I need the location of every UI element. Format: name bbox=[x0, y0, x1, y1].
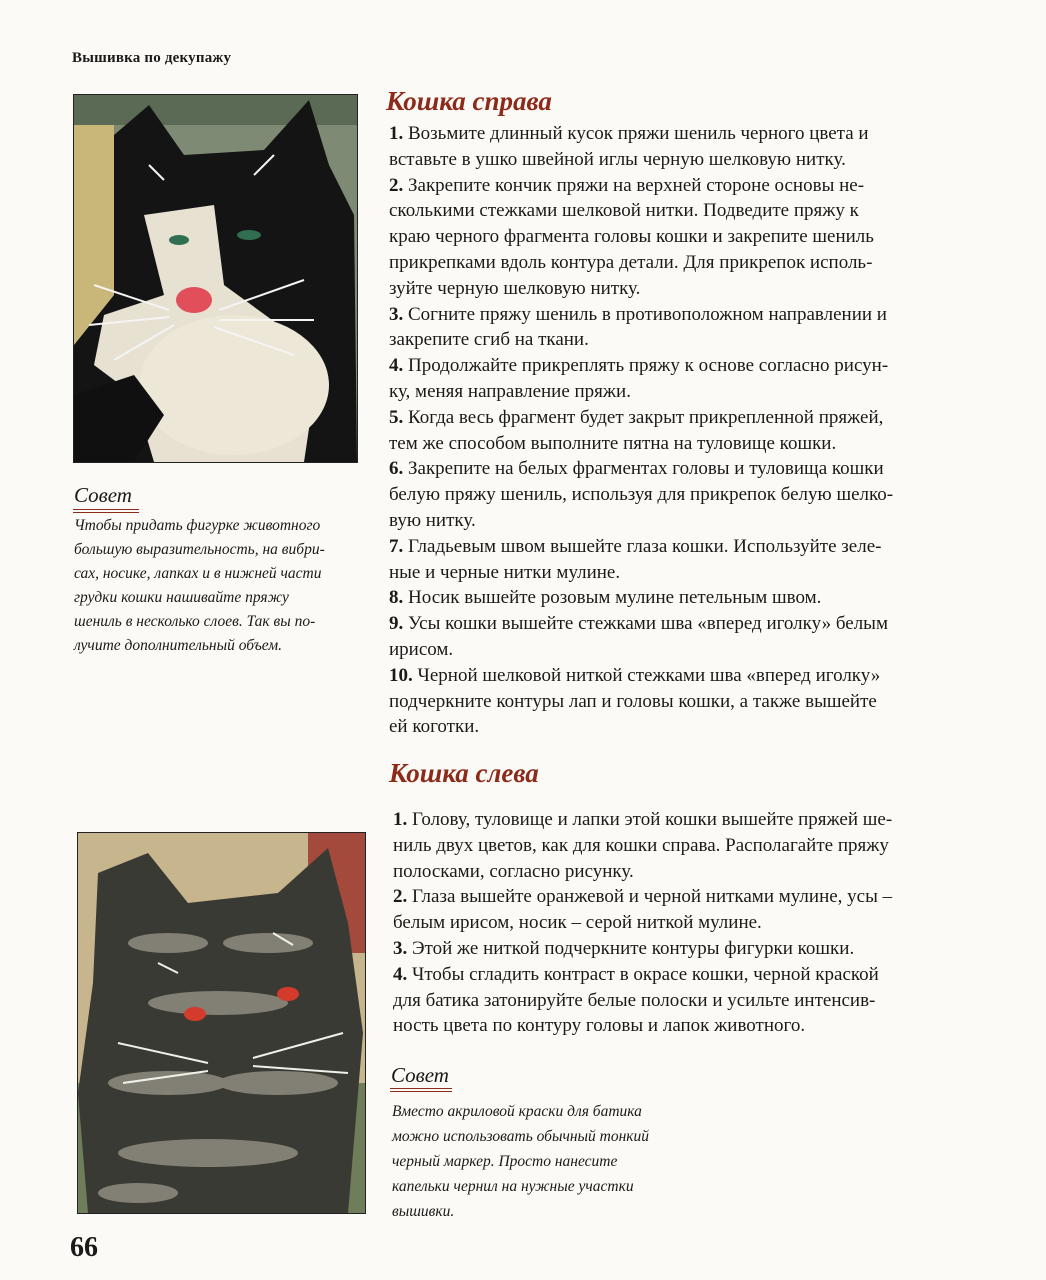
tip-line: грудки кошки нашивайте пряжу bbox=[74, 589, 289, 606]
step-line bbox=[389, 353, 893, 379]
tip-line: большую выразительность, на вибри- bbox=[74, 541, 325, 558]
step-text: закрепите сгиб на ткани. bbox=[389, 329, 589, 351]
step-text: белым ирисом, носик – серой ниткой мулине. bbox=[393, 912, 762, 934]
step-item bbox=[389, 121, 893, 173]
step-text: Усы кошки вышейте стежками шва «вперед иголку» белым bbox=[408, 613, 888, 635]
step-item bbox=[389, 611, 893, 663]
step-text: сколькими стежками шелковой нитки. Подведите пряжу к bbox=[389, 200, 859, 222]
tip-underline-right bbox=[73, 509, 139, 513]
tip-line: вышивки. bbox=[392, 1203, 455, 1220]
step-line bbox=[393, 1013, 892, 1039]
steps-right-cat bbox=[389, 121, 893, 740]
step-text: Возьмите длинный кусок пряжи шениль черного цвета и bbox=[408, 123, 869, 144]
step-text: Закрепите на белых фрагментах головы и туловища кошки bbox=[408, 458, 884, 480]
step-number: 3. bbox=[389, 303, 404, 325]
step-text: вставьте в ушко швейной иглы черную шелковую нитку. bbox=[389, 148, 846, 170]
step-line bbox=[389, 431, 893, 457]
tip-line: можно использовать обычный тонкий bbox=[392, 1128, 650, 1145]
step-number: 9. bbox=[389, 613, 404, 635]
step-text: Когда весь фрагмент будет закрыт прикрепленной пряжей, bbox=[408, 406, 884, 428]
step-line bbox=[389, 534, 893, 560]
step-number: 8. bbox=[389, 587, 404, 609]
step-text: Закрепите кончик пряжи на верхней стороне основы не- bbox=[408, 174, 865, 196]
tip-line: Чтобы придать фигурке животного bbox=[74, 517, 321, 534]
step-text: вую нитку. bbox=[389, 509, 476, 531]
step-text: ниль двух цветов, как для кошки справа. Располагайте пряжу bbox=[393, 834, 889, 856]
step-text: зуйте черную шелковую нитку. bbox=[389, 277, 641, 299]
step-line bbox=[389, 560, 893, 586]
step-text: ные и черные нитки мулине. bbox=[389, 561, 621, 583]
step-text: ку, меняя направление пряжи. bbox=[389, 380, 631, 402]
step-text: для батика затонируйте белые полоски и усильте интенсив- bbox=[393, 989, 876, 1011]
page-number: 66 bbox=[70, 1232, 98, 1263]
step-item bbox=[393, 807, 892, 884]
step-text: тем же способом выполните пятна на туловище кошки. bbox=[389, 432, 837, 454]
tabby-cat-photo bbox=[77, 832, 366, 1214]
step-line bbox=[393, 988, 892, 1014]
step-number: 1. bbox=[389, 123, 404, 144]
step-text: подчеркните контуры лап и головы кошки, а также вышейте bbox=[389, 690, 877, 712]
step-line bbox=[389, 173, 893, 199]
running-title: Вышивка по декупажу bbox=[72, 50, 232, 66]
tip-line: капельки чернил на нужные участки bbox=[392, 1178, 634, 1195]
step-line bbox=[393, 884, 892, 910]
step-line bbox=[389, 121, 893, 147]
step-line bbox=[389, 689, 893, 715]
step-item bbox=[389, 173, 893, 302]
step-line bbox=[393, 859, 892, 885]
step-line bbox=[389, 637, 893, 663]
step-number: 2. bbox=[393, 886, 408, 908]
step-text: Гладьевым швом вышейте глаза кошки. Используйте зеле- bbox=[408, 535, 882, 557]
step-number: 7. bbox=[389, 535, 404, 557]
step-text: Согните пряжу шениль в противоположном направлении и bbox=[408, 303, 887, 325]
step-number: 6. bbox=[389, 458, 404, 480]
step-number: 1. bbox=[393, 809, 408, 830]
step-line bbox=[393, 910, 892, 936]
step-item bbox=[393, 962, 892, 1039]
step-text: Чтобы сгладить контраст в окрасе кошки, черной краской bbox=[412, 963, 879, 985]
step-text: прикрепками вдоль контура детали. Для прикрепок исполь- bbox=[389, 251, 873, 273]
step-text: ность цвета по контуру головы и лапок животного. bbox=[393, 1015, 806, 1037]
tip-underline-left bbox=[390, 1088, 452, 1092]
tip-text-right bbox=[74, 514, 325, 658]
black-white-cat-photo bbox=[73, 94, 358, 463]
step-text: Этой же ниткой подчеркните контуры фигурки кошки. bbox=[412, 937, 855, 959]
step-text: ирисом. bbox=[389, 638, 454, 660]
step-line bbox=[389, 611, 893, 637]
step-text: краю черного фрагмента головы кошки и закрепите шениль bbox=[389, 226, 874, 248]
step-item bbox=[389, 405, 893, 457]
section-title-left-cat: Кошка слева bbox=[389, 758, 539, 788]
step-line bbox=[393, 936, 892, 962]
step-number: 5. bbox=[389, 406, 404, 428]
step-text: белую пряжу шениль, используя для прикрепок белую шелко- bbox=[389, 484, 894, 506]
tip-heading-right: Совет bbox=[74, 483, 132, 507]
step-line bbox=[389, 508, 893, 534]
step-number: 2. bbox=[389, 174, 404, 196]
step-line bbox=[389, 585, 893, 611]
step-text: Голову, туловище и лапки этой кошки вышейте пряжей ше- bbox=[412, 809, 893, 830]
step-item bbox=[393, 936, 892, 962]
step-line bbox=[389, 379, 893, 405]
step-number: 3. bbox=[393, 937, 408, 959]
step-text: Продолжайте прикреплять пряжу к основе согласно рисун- bbox=[408, 355, 889, 377]
step-line bbox=[393, 807, 892, 833]
step-number: 10. bbox=[389, 664, 413, 686]
step-line bbox=[389, 663, 893, 689]
step-line bbox=[389, 714, 893, 740]
tip-line: Вместо акриловой краски для батика bbox=[392, 1103, 642, 1120]
tip-heading-left: Совет bbox=[391, 1063, 449, 1087]
step-item bbox=[389, 353, 893, 405]
step-item bbox=[389, 534, 893, 586]
step-text: Носик вышейте розовым мулине петельным швом. bbox=[408, 587, 822, 609]
step-text: полосками, согласно рисунку. bbox=[393, 860, 634, 882]
step-item bbox=[389, 663, 893, 740]
step-text: Глаза вышейте оранжевой и черной нитками мулине, усы – bbox=[412, 886, 893, 908]
step-line bbox=[389, 405, 893, 431]
step-number: 4. bbox=[393, 963, 408, 985]
step-item bbox=[389, 456, 893, 533]
tip-line: лучите дополнительный объем. bbox=[74, 637, 283, 654]
tip-line: сах, носике, лапках и в нижней части bbox=[74, 565, 322, 582]
step-line bbox=[389, 302, 893, 328]
step-line bbox=[389, 147, 893, 173]
step-line bbox=[389, 250, 893, 276]
tip-line: черный маркер. Просто нанесите bbox=[392, 1153, 618, 1170]
step-item bbox=[393, 884, 892, 936]
section-title-right-cat: Кошка справа bbox=[386, 86, 552, 116]
step-number: 4. bbox=[389, 355, 404, 377]
step-line bbox=[389, 198, 893, 224]
step-item bbox=[389, 302, 893, 354]
step-text: ей коготки. bbox=[389, 716, 480, 738]
step-line bbox=[389, 482, 893, 508]
tip-line: шениль в несколько слоев. Так вы по- bbox=[74, 613, 316, 630]
tip-text-left bbox=[392, 1099, 649, 1224]
step-line bbox=[389, 327, 893, 353]
step-text: Черной шелковой ниткой стежками шва «вперед иголку» bbox=[417, 664, 881, 686]
step-line bbox=[389, 276, 893, 302]
step-line bbox=[389, 224, 893, 250]
step-line bbox=[389, 456, 893, 482]
steps-left-cat bbox=[393, 807, 892, 1039]
step-line bbox=[393, 833, 892, 859]
step-item bbox=[389, 585, 893, 611]
step-line bbox=[393, 962, 892, 988]
